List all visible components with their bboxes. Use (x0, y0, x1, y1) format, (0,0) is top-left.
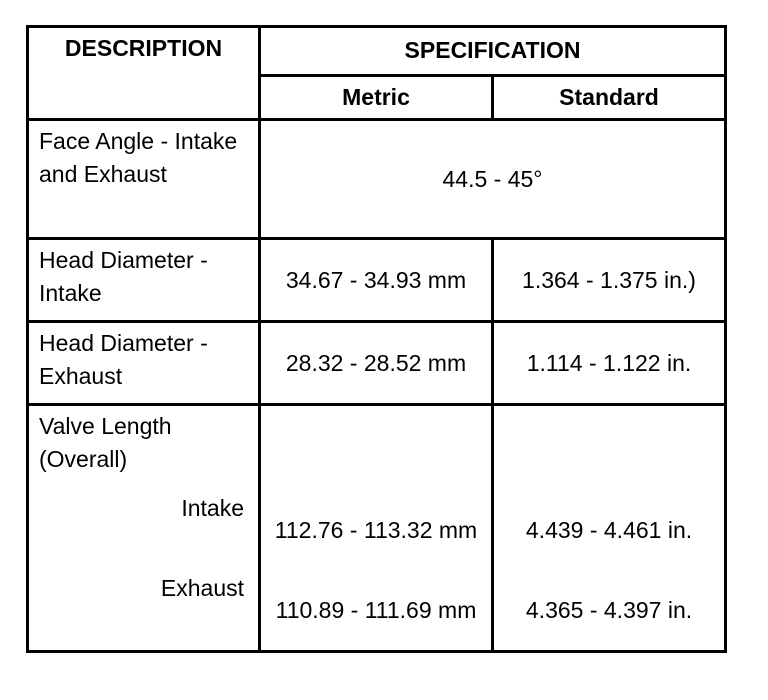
head-diameter-exhaust-description: Head Diameter - Exhaust (28, 322, 260, 405)
valve-length-standard-empty (493, 405, 726, 491)
head-diameter-exhaust-standard: 1.114 - 1.122 in. (493, 322, 726, 405)
valve-length-description: Valve Length (Overall) (28, 405, 260, 491)
table-row-valve-length-exhaust (28, 570, 726, 652)
valve-length-exhaust-label: Exhaust (28, 570, 260, 652)
valve-length-intake-metric: 112.76 - 113.32 mm (260, 490, 493, 570)
valve-length-intake-standard: 4.439 - 4.461 in. (493, 490, 726, 570)
face-angle-value: 44.5 - 45° (260, 120, 726, 239)
valve-specification-table (26, 25, 727, 653)
head-diameter-intake-description: Head Diameter - Intake (28, 239, 260, 322)
head-diameter-exhaust-metric: 28.32 - 28.52 mm (260, 322, 493, 405)
header-description: DESCRIPTION (28, 27, 260, 120)
header-specification: SPECIFICATION (260, 27, 726, 76)
table-row-valve-length (28, 405, 726, 491)
head-diameter-intake-metric: 34.67 - 34.93 mm (260, 239, 493, 322)
header-row (28, 27, 726, 76)
header-standard: Standard (493, 75, 726, 119)
valve-length-intake-label: Intake (28, 490, 260, 570)
face-angle-description: Face Angle - Intake and Exhaust (28, 120, 260, 239)
table-row-face-angle (28, 120, 726, 239)
valve-length-exhaust-standard: 4.365 - 4.397 in. (493, 570, 726, 652)
valve-length-metric-empty (260, 405, 493, 491)
valve-length-exhaust-metric: 110.89 - 111.69 mm (260, 570, 493, 652)
table-row-head-diameter-exhaust (28, 322, 726, 405)
header-metric: Metric (260, 75, 493, 119)
head-diameter-intake-standard: 1.364 - 1.375 in.) (493, 239, 726, 322)
table-row-valve-length-intake (28, 490, 726, 570)
table-row-head-diameter-intake (28, 239, 726, 322)
